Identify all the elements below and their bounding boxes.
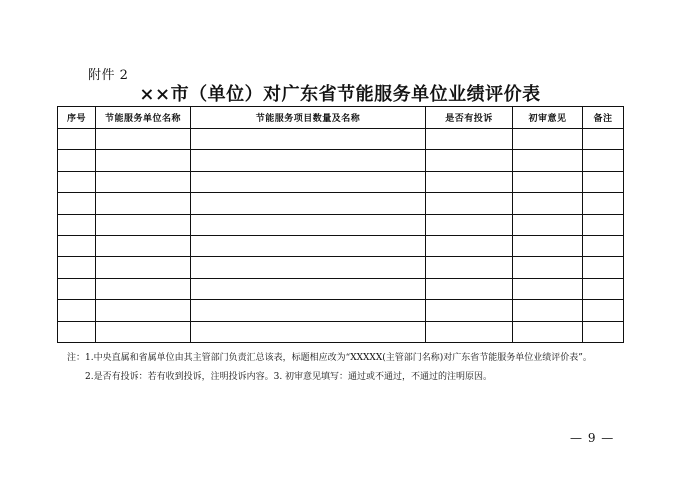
- table-cell: [583, 235, 624, 256]
- table-cell: [58, 235, 96, 256]
- table-cell: [583, 300, 624, 321]
- table-cell: [426, 235, 513, 256]
- table-cell: [513, 300, 583, 321]
- table-cell: [426, 278, 513, 299]
- column-header-remarks: 备注: [583, 107, 624, 129]
- column-header-preliminary-opinion: 初审意见: [513, 107, 583, 129]
- table-cell: [58, 171, 96, 192]
- table-cell: [191, 235, 426, 256]
- footnote-2: 2.是否有投诉：若有收到投诉，注明投诉内容。3. 初审意见填写：通过或不通过，不通过的注明原因。: [85, 372, 493, 382]
- table-cell: [513, 235, 583, 256]
- table-cell: [583, 321, 624, 342]
- table-cell: [58, 257, 96, 278]
- column-header-unit-name: 节能服务单位名称: [96, 107, 191, 129]
- table-cell: [426, 214, 513, 235]
- table-cell: [58, 278, 96, 299]
- table-row: [58, 214, 624, 235]
- footnotes: [67, 349, 667, 387]
- table-cell: [96, 193, 191, 214]
- table-cell: [513, 193, 583, 214]
- table-cell: [96, 321, 191, 342]
- table-cell: [583, 129, 624, 150]
- column-header-project-count-and-name: 节能服务项目数量及名称: [191, 107, 426, 129]
- table-cell: [513, 129, 583, 150]
- table-cell: [191, 129, 426, 150]
- table-cell: [58, 193, 96, 214]
- table-cell: [191, 278, 426, 299]
- table-cell: [58, 321, 96, 342]
- table-cell: [426, 171, 513, 192]
- table-cell: [58, 300, 96, 321]
- table-cell: [513, 171, 583, 192]
- table-cell: [426, 300, 513, 321]
- table-cell: [426, 321, 513, 342]
- table-row: [58, 129, 624, 150]
- column-header-complaint: 是否有投诉: [426, 107, 513, 129]
- table-cell: [513, 321, 583, 342]
- table-cell: [191, 171, 426, 192]
- table-cell: [191, 257, 426, 278]
- page-title: ××市（单位）对广东省节能服务单位业绩评价表: [139, 84, 541, 105]
- table-cell: [191, 300, 426, 321]
- table-cell: [583, 193, 624, 214]
- table-cell: [191, 214, 426, 235]
- table-cell: [96, 278, 191, 299]
- table-cell: [513, 257, 583, 278]
- table-row: [58, 171, 624, 192]
- table-cell: [58, 214, 96, 235]
- table-cell: [96, 257, 191, 278]
- table-cell: [96, 214, 191, 235]
- table-cell: [58, 150, 96, 171]
- table-cell: [96, 171, 191, 192]
- table-cell: [583, 214, 624, 235]
- table-cell: [583, 150, 624, 171]
- attachment-label: 附件 2: [88, 68, 129, 83]
- table-cell: [583, 171, 624, 192]
- table-cell: [191, 193, 426, 214]
- table-cell: [191, 150, 426, 171]
- table-row: [58, 321, 624, 342]
- page-number: — 9 —: [570, 431, 615, 445]
- table-row: [58, 235, 624, 256]
- table-cell: [583, 278, 624, 299]
- table-cell: [96, 235, 191, 256]
- table-cell: [426, 150, 513, 171]
- footnote-1: 注：1.中央直属和省属单位由其主管部门负责汇总该表，标题相应改为“XXXXX(主管部门名称)对广东省节能服务单位业绩评价表”。: [67, 353, 592, 363]
- table-cell: [426, 257, 513, 278]
- table-cell: [583, 257, 624, 278]
- table-cell: [96, 150, 191, 171]
- table-cell: [426, 129, 513, 150]
- table-cell: [513, 278, 583, 299]
- table-row: [58, 300, 624, 321]
- table-cell: [513, 214, 583, 235]
- table-cell: [426, 193, 513, 214]
- table-row: [58, 193, 624, 214]
- table-cell: [191, 321, 426, 342]
- table-cell: [96, 300, 191, 321]
- table-row: [58, 150, 624, 171]
- table-body: [58, 129, 624, 343]
- table-header-row: [58, 107, 624, 129]
- table-cell: [513, 150, 583, 171]
- table-cell: [58, 129, 96, 150]
- evaluation-table: [57, 106, 624, 343]
- table-cell: [96, 129, 191, 150]
- column-header-serial: 序号: [58, 107, 96, 129]
- table-row: [58, 257, 624, 278]
- table-row: [58, 278, 624, 299]
